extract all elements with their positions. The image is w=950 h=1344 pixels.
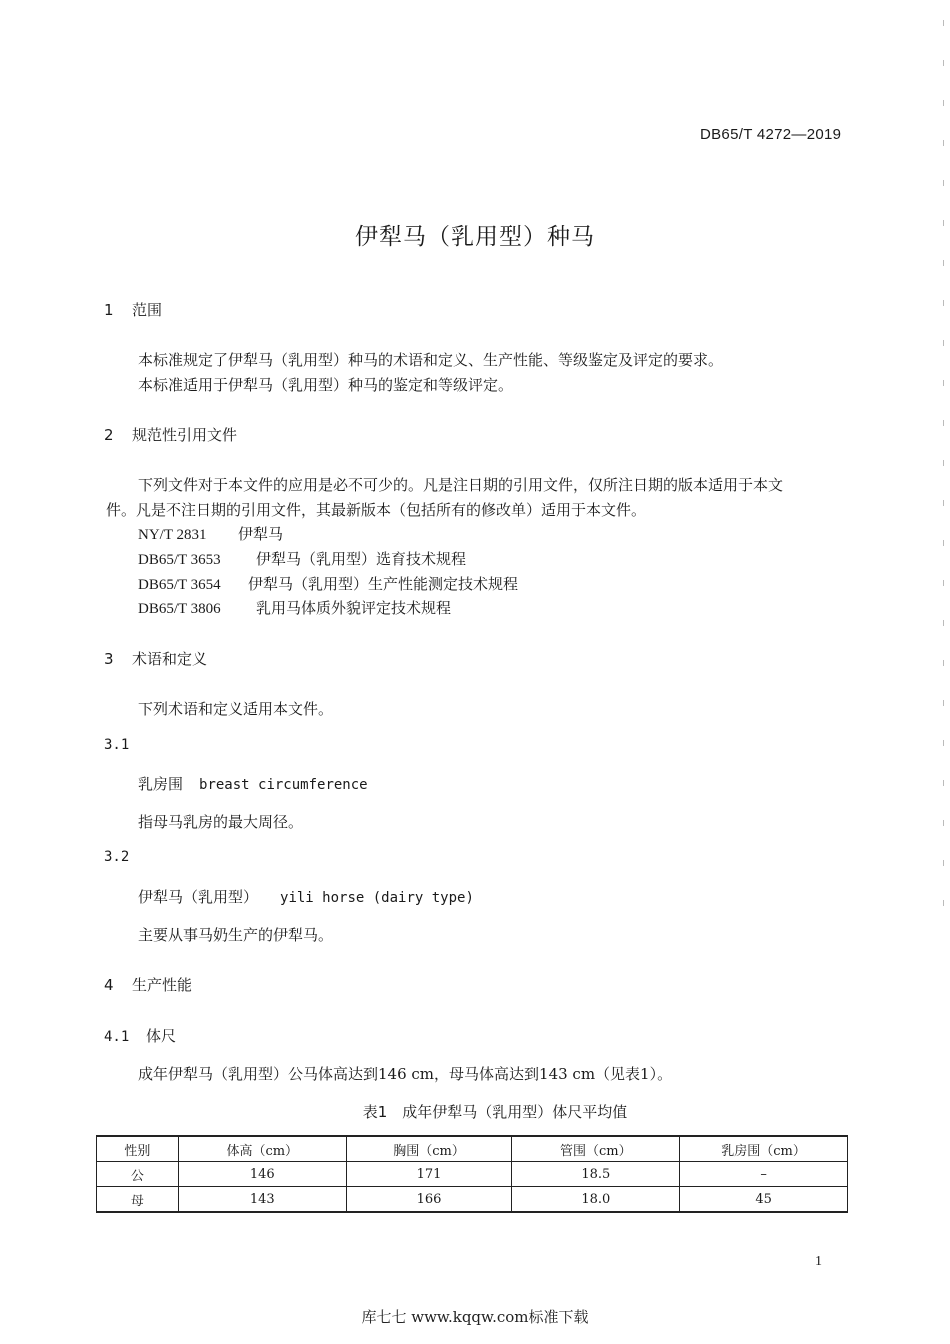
paragraph: 本标准规定了伊犁马（乳用型）种马的术语和定义、生产性能、等级鉴定及评定的要求。	[138, 351, 724, 369]
column-header: 体高（cm）	[178, 1136, 346, 1162]
table-row	[97, 1162, 848, 1187]
reference-code: DB65/T 3806	[138, 601, 221, 617]
scan-edge-artifact	[943, 20, 944, 920]
term-english: yili horse (dairy type)	[280, 890, 474, 906]
section-number: 4	[104, 976, 114, 994]
section-2-heading	[104, 424, 237, 445]
table-cell: 143	[178, 1187, 346, 1213]
section-number: 2	[104, 426, 114, 444]
table-cell: 166	[346, 1187, 512, 1213]
reference-item	[138, 573, 518, 594]
table-cell: 171	[346, 1162, 512, 1187]
section-number: 1	[104, 301, 114, 319]
paragraph: 下列文件对于本文件的应用是必不可少的。凡是注日期的引用文件，仅所注日期的版本适用于本文	[138, 476, 784, 494]
reference-code: DB65/T 3653	[138, 552, 221, 568]
standard-code: DB65/T 4272—2019	[700, 126, 842, 143]
reference-item	[138, 597, 451, 618]
paragraph: 下列术语和定义适用本文件。	[138, 700, 334, 718]
column-header: 乳房围（cm）	[680, 1136, 848, 1162]
reference-item	[138, 548, 466, 569]
term-chinese: 乳房围	[138, 775, 184, 793]
paragraph: 本标准适用于伊犁马（乳用型）种马的鉴定和等级评定。	[138, 376, 514, 394]
section-3-heading	[104, 648, 207, 669]
reference-title: 伊犁马（乳用型）生产性能测定技术规程	[248, 575, 519, 593]
table-cell: 18.0	[512, 1187, 680, 1213]
reference-title: 乳用马体质外貌评定技术规程	[256, 599, 452, 617]
section-title: 规范性引用文件	[132, 426, 238, 444]
subsection-title: 体尺	[146, 1027, 177, 1045]
table-cell: 146	[178, 1162, 346, 1187]
reference-title: 伊犁马（乳用型）选育技术规程	[256, 550, 467, 568]
footer-watermark: 库七七 www.kqqw.com标准下载	[361, 1308, 589, 1326]
term-chinese: 伊犁马（乳用型）	[138, 888, 259, 906]
table-cell: 公	[97, 1162, 179, 1187]
reference-item	[138, 523, 283, 544]
paragraph: 件。凡是不注日期的引用文件，其最新版本（包括所有的修改单）适用于本文件。	[106, 501, 647, 519]
term-number: 3.1	[104, 737, 130, 753]
page-title: 伊犁马（乳用型）种马	[355, 224, 595, 250]
term-definition: 指母马乳房的最大周径。	[138, 813, 304, 831]
reference-code: DB65/T 3654	[138, 577, 221, 593]
page-number: 1	[815, 1254, 822, 1269]
table-cell: –	[680, 1162, 848, 1187]
subsection-4-1-heading	[104, 1025, 176, 1046]
reference-code: NY/T 2831	[138, 527, 207, 543]
section-4-heading	[104, 974, 192, 995]
section-title: 范围	[132, 301, 163, 319]
reference-title: 伊犁马	[238, 525, 284, 543]
section-number: 3	[104, 650, 114, 668]
table-cell: 母	[97, 1187, 179, 1213]
subsection-number: 4.1	[104, 1029, 130, 1045]
term-entry	[138, 773, 368, 794]
term-entry	[138, 886, 474, 907]
paragraph: 成年伊犁马（乳用型）公马体高达到146 cm，母马体高达到143 cm（见表1）。	[138, 1065, 673, 1083]
term-english: breast circumference	[199, 777, 368, 793]
body-measurement-table	[96, 1135, 848, 1213]
table-header-row	[97, 1136, 848, 1162]
section-title: 术语和定义	[132, 650, 208, 668]
table-row	[97, 1187, 848, 1213]
table-cell: 45	[680, 1187, 848, 1213]
section-title: 生产性能	[132, 976, 193, 994]
table-cell: 18.5	[512, 1162, 680, 1187]
column-header: 胸围（cm）	[346, 1136, 512, 1162]
table-caption: 表1 成年伊犁马（乳用型）体尺平均值	[362, 1103, 628, 1121]
column-header: 管围（cm）	[512, 1136, 680, 1162]
column-header: 性别	[97, 1136, 179, 1162]
term-definition: 主要从事马奶生产的伊犁马。	[138, 926, 334, 944]
term-number: 3.2	[104, 849, 130, 865]
section-1-heading	[104, 299, 162, 320]
